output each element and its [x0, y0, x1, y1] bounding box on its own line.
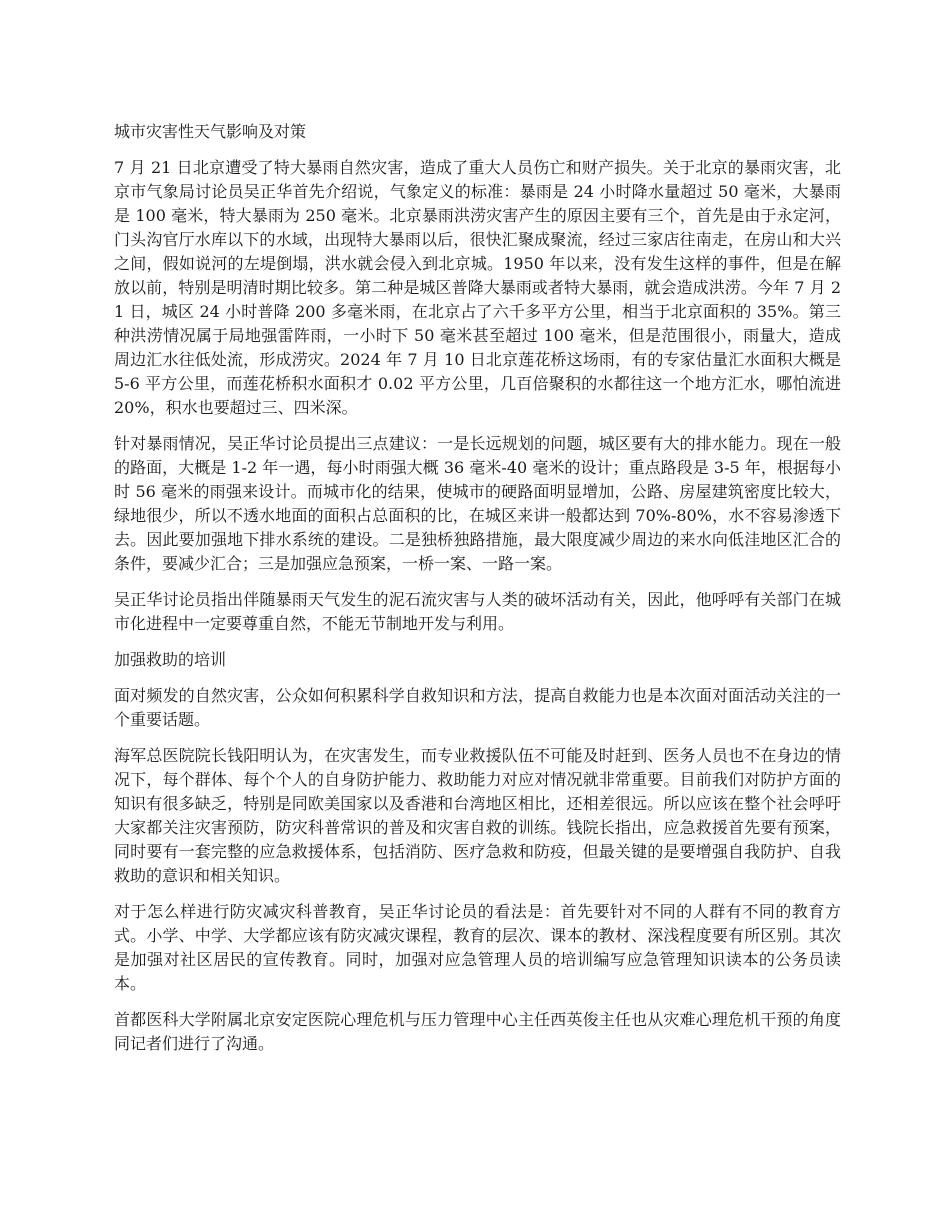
- document-page: [114, 120, 841, 1068]
- paragraph: 7 月 21 日北京遭受了特大暴雨自然灾害，造成了重大人员伤亡和财产损失。关于北京的暴雨灾害，北京市气象局讨论员吴正华首先介绍说，气象定义的标准：暴雨是 24 小时降水量超过 50 毫米，大暴雨是 100 毫米，特大暴雨为 250 毫米。北京暴雨洪涝灾害产生的原因主要有三个，首先是由于永定河，门头沟官厅水库以下的水域，出现特大暴雨以后，很快汇聚成聚流，经过三家店往南走，在房山和大兴之间，假如说河的左堤倒塌，洪水就会侵入到北京城。1950 年以来，没有发生这样的事件，但是在解放以前，特别是明清时期比较多。第二种是城区普降大暴雨或者特大暴雨，就会造成洪涝。今年 7 月 21 日，城区 24 小时普降 200 多毫米雨，在北京占了六千多平方公里，相当于北京面积的 35%。第三种洪涝情况属于局地强雷阵雨，一小时下 50 毫米甚至超过 100 毫米，但是范围很小，雨量大，造成周边汇水往低处流，形成涝灾。2024 年 7 月 10 日北京莲花桥这场雨，有的专家估量汇水面积大概是 5-6 平方公里，而莲花桥积水面积才 0.02 平方公里，几百倍聚积的水都往这一个地方汇水，哪怕流进 20%，积水也要超过三、四米深。: [114, 158, 841, 417]
- paragraph: 首都医科大学附属北京安定医院心理危机与压力管理中心主任西英俊主任也从灾难心理危机干预的角度同记者们进行了沟通。: [114, 1010, 841, 1053]
- document-title: 城市灾害性天气影响及对策: [114, 122, 307, 141]
- paragraph: 吴正华讨论员指出伴随暴雨天气发生的泥石流灾害与人类的破坏活动有关，因此，他呼呼有关部门在城市化进程中一定要尊重自然，不能无节制地开发与利用。: [114, 590, 841, 633]
- paragraph: 海军总医院院长钱阳明认为，在灾害发生，而专业救援队伍不可能及时赶到、医务人员也不在身边的情况下，每个群体、每个个人的自身防护能力、救助能力对应对情况就非常重要。目前我们对防护方面的知识有很多缺乏，特别是同欧美国家以及香港和台湾地区相比，还相差很远。所以应该在整个社会呼吁大家都关注灾害预防，防灾科普常识的普及和灾害自救的训练。钱院长指出，应急救援首先要有预案，同时要有一套完整的应急救援体系，包括消防、医疗急救和防疫，但最关键的是要增强自我防护、自我救助的意识和相关知识。: [114, 746, 841, 885]
- paragraph: 针对暴雨情况，吴正华讨论员提出三点建议：一是长远规划的问题，城区要有大的排水能力。现在一般的路面，大概是 1-2 年一遇，每小时雨强大概 36 毫米-40 毫米的设计；重点路段是 3-5 年，根据每小时 56 毫米的雨强来设计。而城市化的结果，使城市的硬路面明显增加，公路、房屋建筑密度比较大，绿地很少，所以不透水地面的面积占总面积的比，在城区来讲一般都达到 70%-80%，水不容易渗透下去。因此要加强地下排水系统的建设。二是独桥独路措施，最大限度减少周边的来水向低洼地区汇合的条件，要减少汇合；三是加强应急预案，一桥一案、一路一案。: [114, 434, 841, 573]
- paragraph: 对于怎么样进行防灾减灾科普教育，吴正华讨论员的看法是：首先要针对不同的人群有不同的教育方式。小学、中学、大学都应该有防灾减灾课程，教育的层次、课本的教材、深浅程度要有所区别。其次是加强对社区居民的宣传教育。同时，加强对应急管理人员的培训编写应急管理知识读本的公务员读本。: [114, 902, 841, 993]
- paragraph: 面对频发的自然灾害，公众如何积累科学自救知识和方法，提高自救能力也是本次面对面活动关注的一个重要话题。: [114, 686, 841, 729]
- section-heading: 加强救助的培训: [114, 650, 227, 669]
